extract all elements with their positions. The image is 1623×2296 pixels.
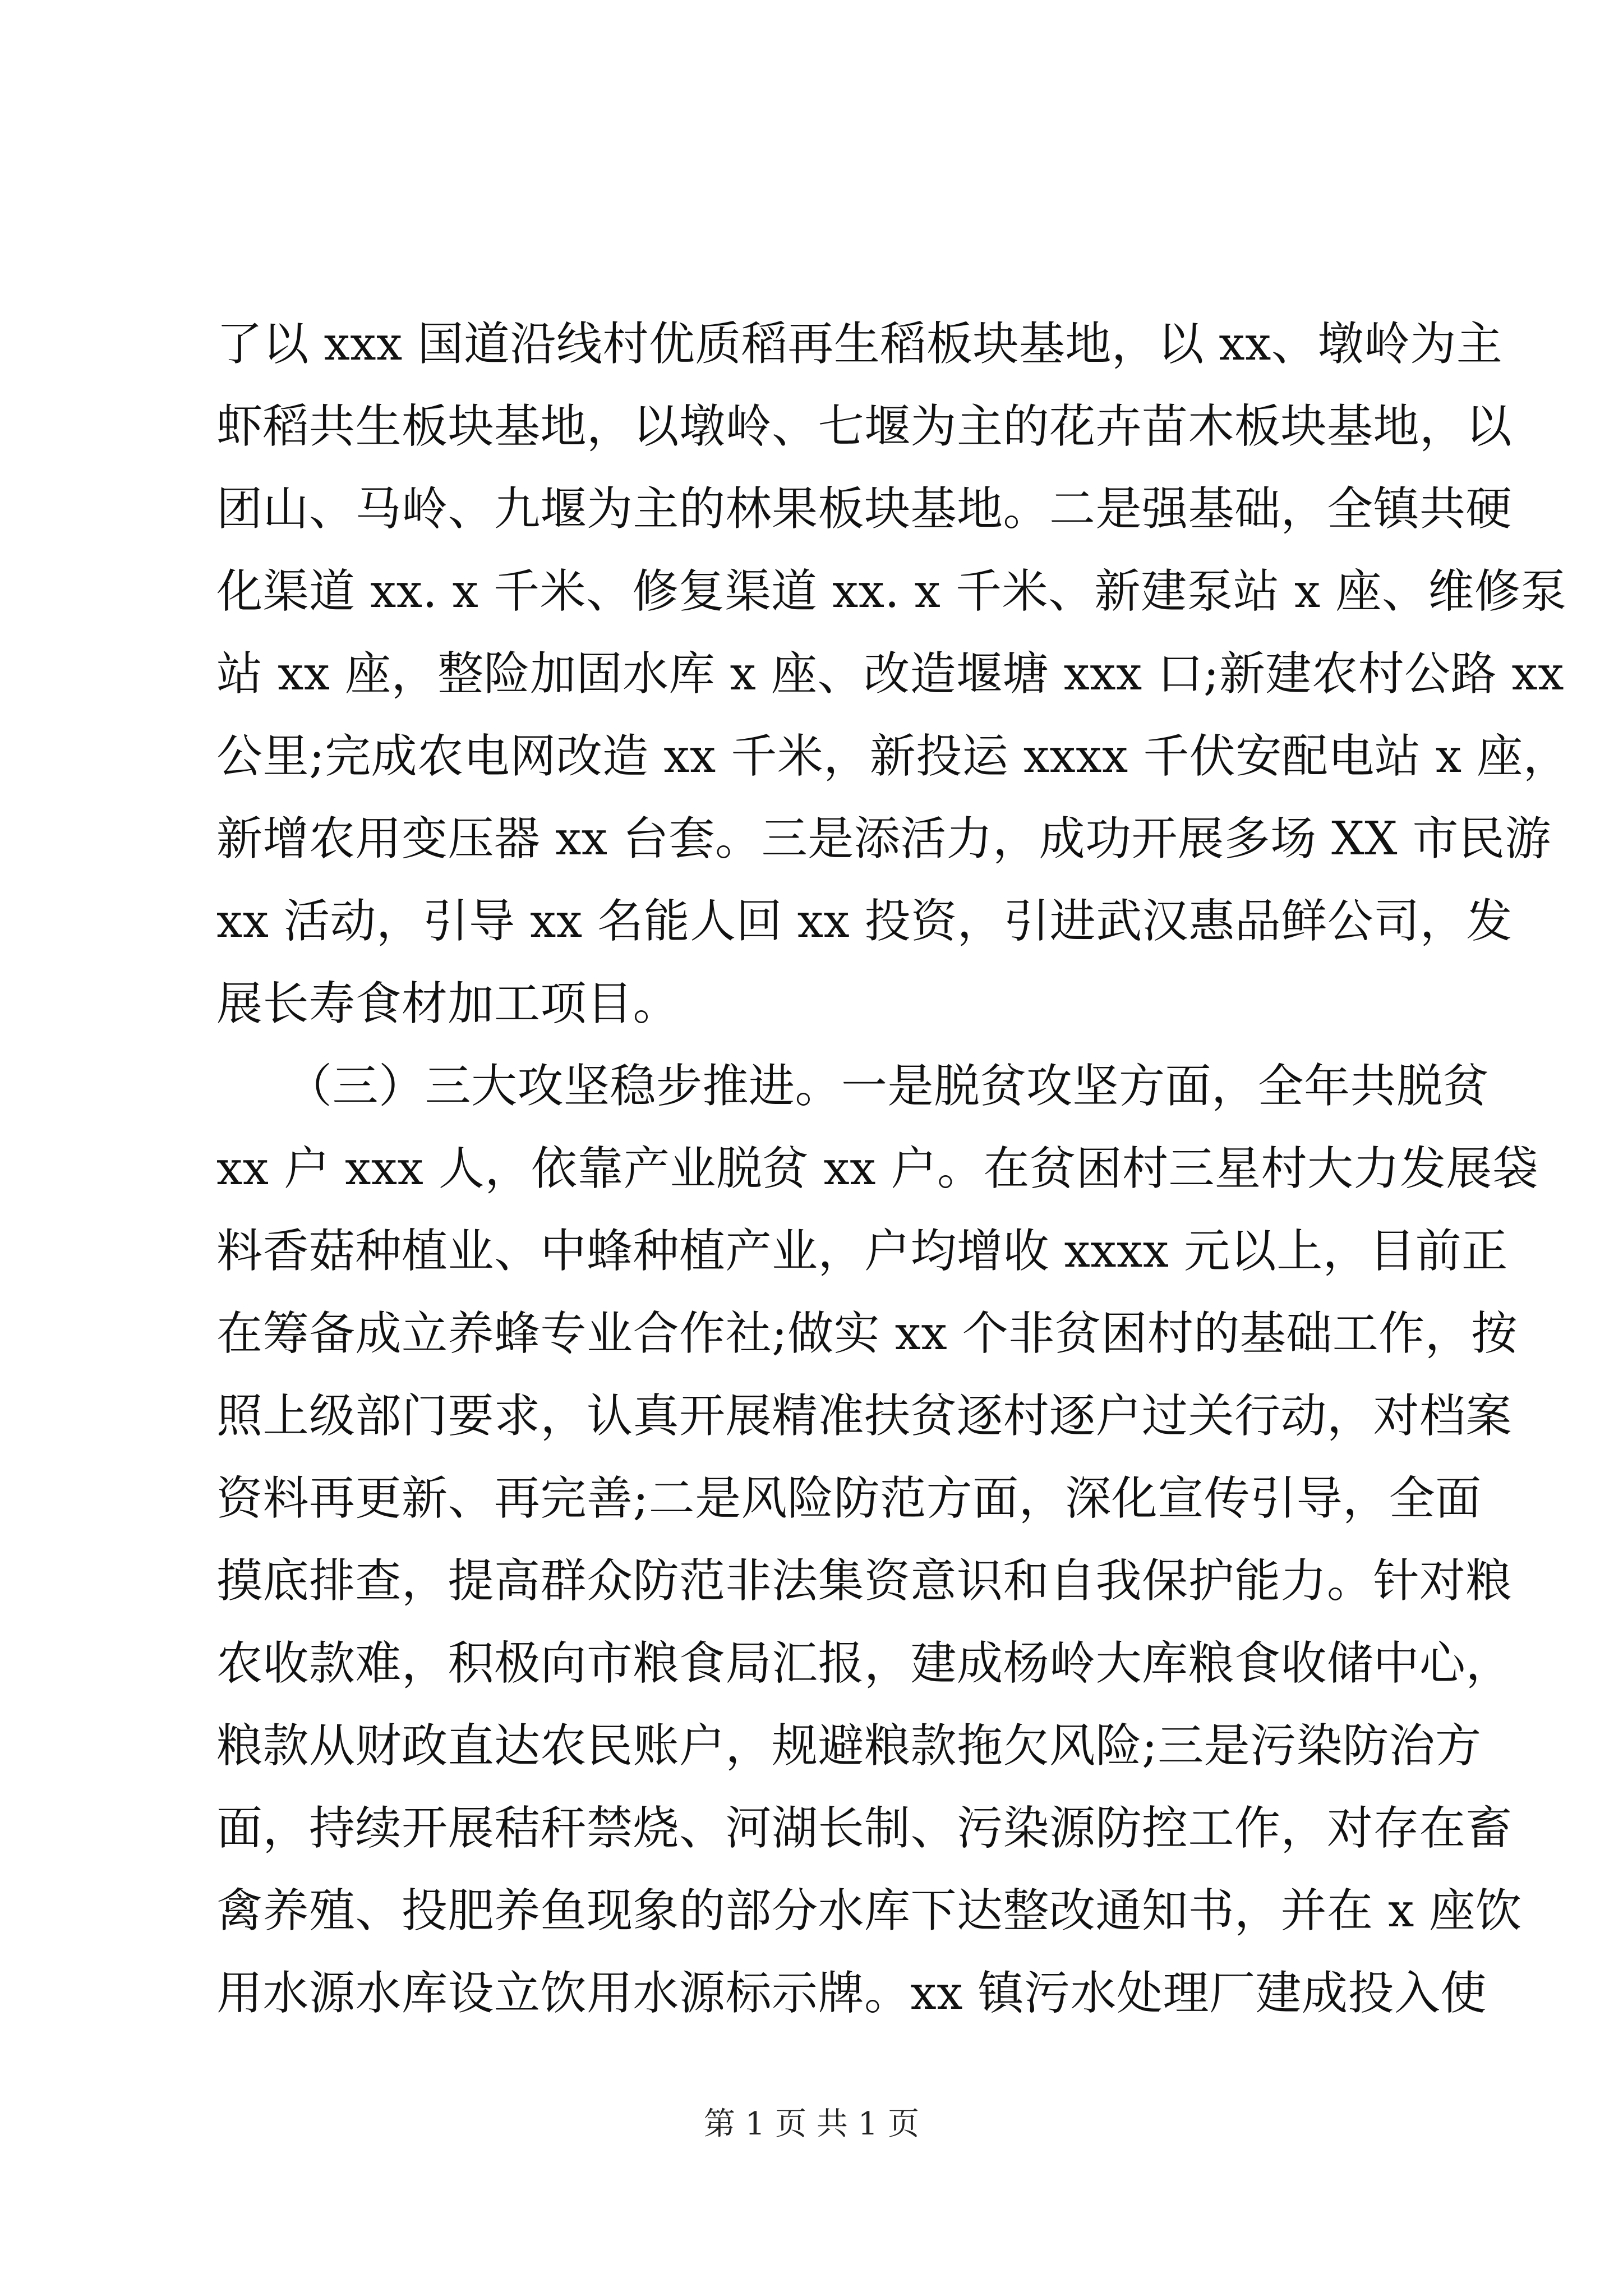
text-line: 用水源水库设立饮用水源标示牌。xx 镇污水处理厂建成投入使: [216, 1967, 1487, 2020]
text-line: 站 xx 座，整险加固水库 x 座、改造堰塘 xxx 口;新建农村公路 xx: [216, 647, 1565, 701]
text-line: 在筹备成立养蜂专业合作社;做实 xx 个非贫困村的基础工作，按: [216, 1307, 1518, 1360]
text-line: 照上级部门要求，认真开展精准扶贫逐村逐户过关行动，对档案: [216, 1389, 1513, 1443]
page-number: 第 1 页 共 1 页: [703, 2106, 920, 2142]
text-line: 了以 xxx 国道沿线村优质稻再生稻板块基地，以 xx、墩岭为主: [216, 318, 1503, 371]
text-line: 面，持续开展秸秆禁烧、河湖长制、污染源防控工作，对存在畜: [216, 1802, 1513, 1855]
text-line: 化渠道 xx. x 千米、修复渠道 xx. x 千米、新建泵站 x 座、维修泵: [216, 565, 1567, 618]
text-line: 禽养殖、投肥养鱼现象的部分水库下达整改通知书，并在 x 座饮: [216, 1884, 1522, 1938]
text-line: 新增农用变压器 xx 台套。三是添活力，成功开展多场 XX 市民游: [216, 812, 1552, 866]
text-line: 摸底排查，提高群众防范非法集资意识和自我保护能力。针对粮: [216, 1554, 1513, 1608]
text-line: 虾稻共生板块基地，以墩岭、七堰为主的花卉苗木板块基地，以: [216, 400, 1513, 453]
text-line: 粮款从财政直达农民账户，规避粮款拖欠风险;三是污染防治方: [216, 1719, 1482, 1773]
text-line: 农收款难，积极向市粮食局汇报，建成杨岭大库粮食收储中心，: [216, 1637, 1513, 1690]
text-line: xx 户 xxx 人，依靠产业脱贫 xx 户。在贫困村三星村大力发展袋: [216, 1142, 1539, 1195]
text-line: 公里;完成农电网改造 xx 千米，新投运 xxxx 千伏安配电站 x 座，: [216, 730, 1570, 783]
text-line: 资料再更新、再完善;二是风险防范方面，深化宣传引导，全面: [216, 1472, 1482, 1525]
text-line: xx 活动，引导 xx 名能人回 xx 投资，引进武汉惠品鲜公司，发: [216, 895, 1513, 948]
page-footer: [0, 2105, 1623, 2144]
text-line: 展长寿食材加工项目。: [216, 977, 680, 1030]
text-line: （三）三大攻坚稳步推进。一是脱贫攻坚方面，全年共脱贫: [216, 1060, 1490, 1113]
text-line: 团山、马岭、九堰为主的林果板块基地。二是强基础，全镇共硬: [216, 482, 1513, 536]
text-line: 料香菇种植业、中蜂种植产业，户均增收 xxxx 元以上，目前正: [216, 1225, 1508, 1278]
body-text: [216, 303, 1570, 2035]
